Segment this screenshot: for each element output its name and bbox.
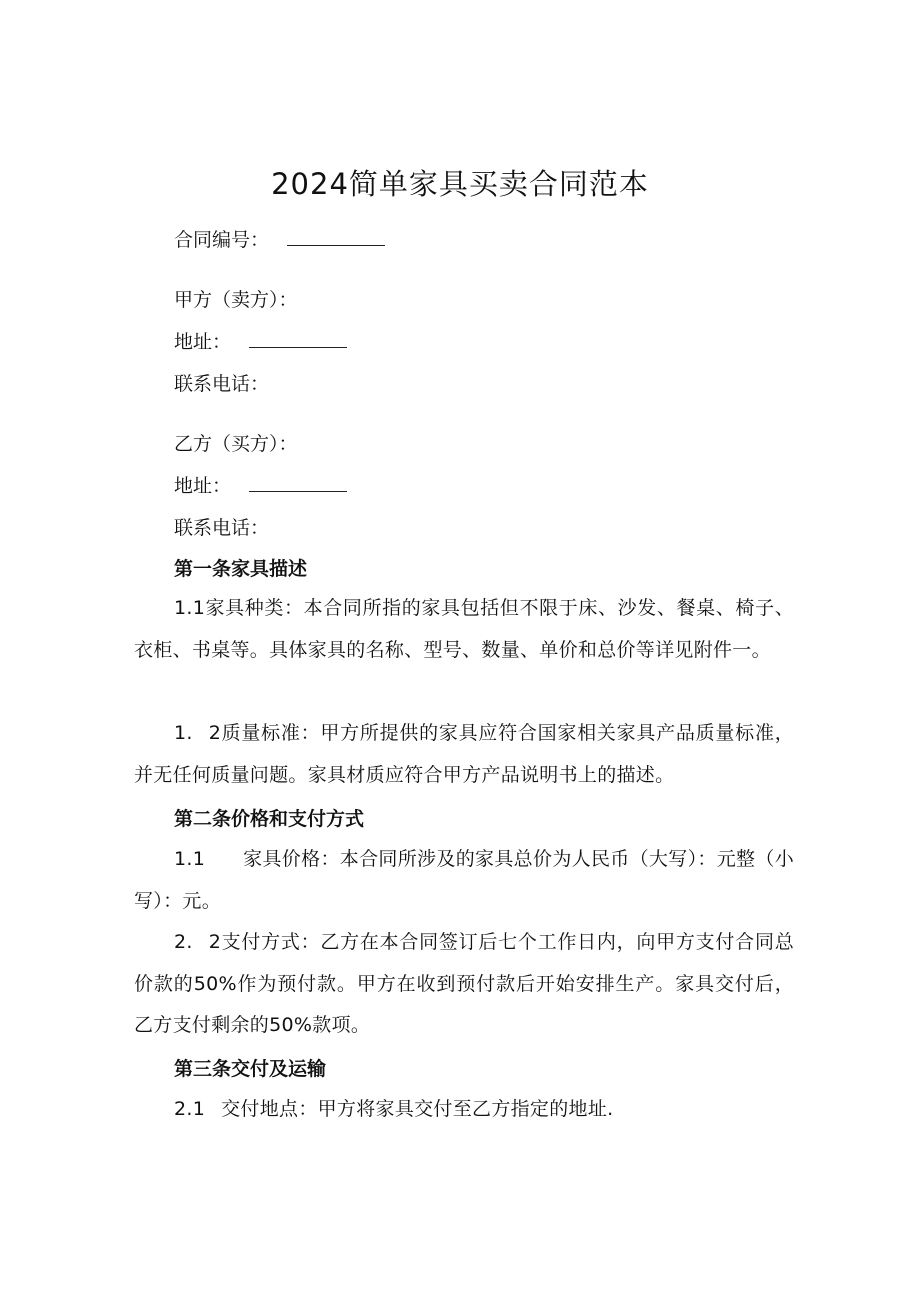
section-2-paragraph-1	[134, 839, 794, 922]
party-b-phone-label: 联系电话：	[174, 517, 270, 539]
party-b-label: 乙方（买方）：	[174, 433, 298, 455]
section-3-paragraph-1	[134, 1089, 794, 1131]
section-1-heading: 第一条家具描述	[174, 558, 308, 580]
section-1-paragraph-2	[134, 713, 794, 796]
clause-text: 交付地点：甲方将家具交付至乙方指定的地址.	[221, 1098, 614, 1120]
clause-text: 2质量标准：甲方所提供的家具应符合国家相关家具产品质量标准，并无任何质量问题。家具材质应符合甲方产品说明书上的描述。	[134, 722, 794, 786]
party-a-address-blank	[249, 335, 347, 348]
party-b-address-line	[174, 474, 347, 498]
section-2-heading: 第二条价格和支付方式	[174, 808, 365, 830]
party-a-address-line	[174, 330, 347, 354]
section-3-heading: 第三条交付及运输	[174, 1058, 327, 1080]
contract-number-label: 合同编号：	[174, 229, 270, 251]
party-a-label: 甲方（卖方）：	[174, 289, 298, 311]
section-1-paragraph-1: 1.1家具种类：本合同所指的家具包括但不限于床、沙发、餐桌、椅子、衣柜、书桌等。具体家具的名称、型号、数量、单价和总价等详见附件一。	[134, 597, 794, 661]
clause-number: 1.	[174, 722, 193, 744]
party-b-address-label: 地址：	[174, 475, 232, 497]
clause-number: 2.	[174, 931, 193, 953]
party-b-address-blank	[249, 479, 347, 492]
clause-text: 2支付方式：乙方在本合同签订后七个工作日内，向甲方支付合同总价款的50%作为预付款。甲方在收到预付款后开始安排生产。家具交付后，乙方支付剩余的50%款项。	[134, 931, 794, 1036]
party-a-address-label: 地址：	[174, 331, 232, 353]
contract-number-line	[174, 228, 385, 252]
contract-number-blank	[287, 233, 385, 246]
party-a-phone-label: 联系电话：	[174, 373, 270, 395]
document-title: 2024简单家具买卖合同范本	[271, 167, 649, 201]
section-2-paragraph-2	[134, 922, 794, 1047]
clause-number: 1.1	[174, 848, 206, 870]
clause-number: 2.1	[174, 1098, 206, 1120]
clause-text: 家具价格：本合同所涉及的家具总价为人民币（大写）：元整（小写）：元。	[134, 848, 794, 912]
